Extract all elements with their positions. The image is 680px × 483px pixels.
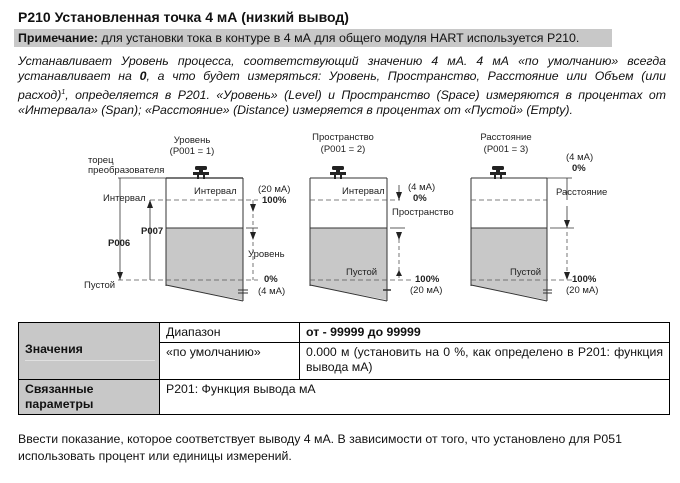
page-title: P210 Установленная точка 4 мА (низкий вывод) <box>18 9 349 25</box>
range-value: от - 99999 до 99999 <box>300 323 670 343</box>
bottom-pct-label: 0% <box>264 274 278 285</box>
parameter-table <box>18 322 670 415</box>
bottom-ma-label: (20 мА) <box>566 285 599 296</box>
values-header-cell <box>19 323 160 380</box>
related-value: P201: Функция вывода мА <box>160 380 670 415</box>
footer-paragraph: Ввести показание, которое соответствует выводу 4 мА. В зависимости от того, что установлено для P051 использовать процент или единицы измерений. <box>18 432 622 463</box>
default-value: 0.000 м (установить на 0 %, как определено в P201: функция вывода мА) <box>300 343 670 380</box>
intro-text-3: , определяется в P201. «Уровень» (Level) и Пространство (Space) измеряются в процентах от «Интервала» (Span); «Расстояние» (Distance) измеряется в процентах от «Пустой» (Empty). <box>18 87 666 117</box>
range-label: Диапазон <box>160 323 300 343</box>
span-label-inside: Интервал <box>194 186 237 197</box>
span-label-left: Интервал <box>103 193 146 204</box>
empty-label-left: Пустой <box>84 280 116 291</box>
p006-label: P006 <box>108 238 131 249</box>
bottom-pct-label: 100% <box>572 274 597 285</box>
top-ma-label: (4 мА) <box>408 182 436 193</box>
transducer-icon <box>490 166 506 179</box>
footnote-marker: 1 <box>61 88 66 96</box>
liquid-fill <box>310 228 387 300</box>
intro-paragraph <box>18 54 666 118</box>
transducer-face-label-1: торец <box>88 155 114 166</box>
divider <box>25 360 155 361</box>
diagram-space <box>310 132 454 301</box>
top-pct-label: 100% <box>262 195 287 206</box>
top-ma-label: (4 мА) <box>566 152 594 163</box>
span-label-inside: Интервал <box>342 186 385 197</box>
transducer-icon <box>330 166 346 179</box>
table-row <box>19 380 670 415</box>
diagram-space-title: Пространство <box>312 132 374 143</box>
bottom-pct-label: 100% <box>415 274 440 285</box>
diagram-distance <box>471 132 607 301</box>
intro-text-2: , а что будет измеряться: Уровень, Пространство, Расстояние или Объем (или расход) <box>18 69 666 102</box>
intro-default-value: 0 <box>139 69 147 84</box>
related-header: Связанные параметры <box>19 380 160 415</box>
diagram-level-param: (P001 = 1) <box>169 146 215 157</box>
measure-label: Пространство <box>392 207 454 218</box>
diagram-distance-param: (P001 = 3) <box>483 144 529 155</box>
measure-label: Уровень <box>248 249 285 260</box>
top-pct-label: 0% <box>413 193 427 204</box>
diagram-distance-title: Расстояние <box>480 132 532 143</box>
diagram-level <box>84 135 290 301</box>
top-ma-label: (20 мА) <box>258 184 291 195</box>
liquid-fill <box>471 228 547 300</box>
intro-text-1: Устанавливает Уровень процесса, соответствующий значению 4 мА. 4 мА «по умолчанию» всегда устанавливает на <box>18 54 666 84</box>
diagram-space-param: (P001 = 2) <box>320 144 366 155</box>
values-header: Значения <box>25 341 83 356</box>
measure-label: Расстояние <box>556 187 608 198</box>
p007-label: P007 <box>141 226 164 237</box>
diagram-level-title: Уровень <box>173 135 211 146</box>
note-label: Примечание: <box>18 31 99 45</box>
table-row <box>19 323 670 343</box>
bottom-ma-label: (20 мА) <box>410 285 443 296</box>
bottom-ma-label: (4 мА) <box>258 286 286 297</box>
transducer-face-label-2: преобразователя <box>88 165 165 176</box>
default-label: «по умолчанию» <box>160 343 300 380</box>
note-banner <box>14 29 612 47</box>
empty-label: Пустой <box>510 267 542 278</box>
empty-label: Пустой <box>346 267 378 278</box>
tank-diagrams <box>0 120 680 310</box>
note-text: для установки тока в контуре в 4 мА для общего модуля HART используется P210. <box>98 31 580 45</box>
top-pct-label: 0% <box>572 163 586 174</box>
liquid-fill <box>166 228 243 300</box>
